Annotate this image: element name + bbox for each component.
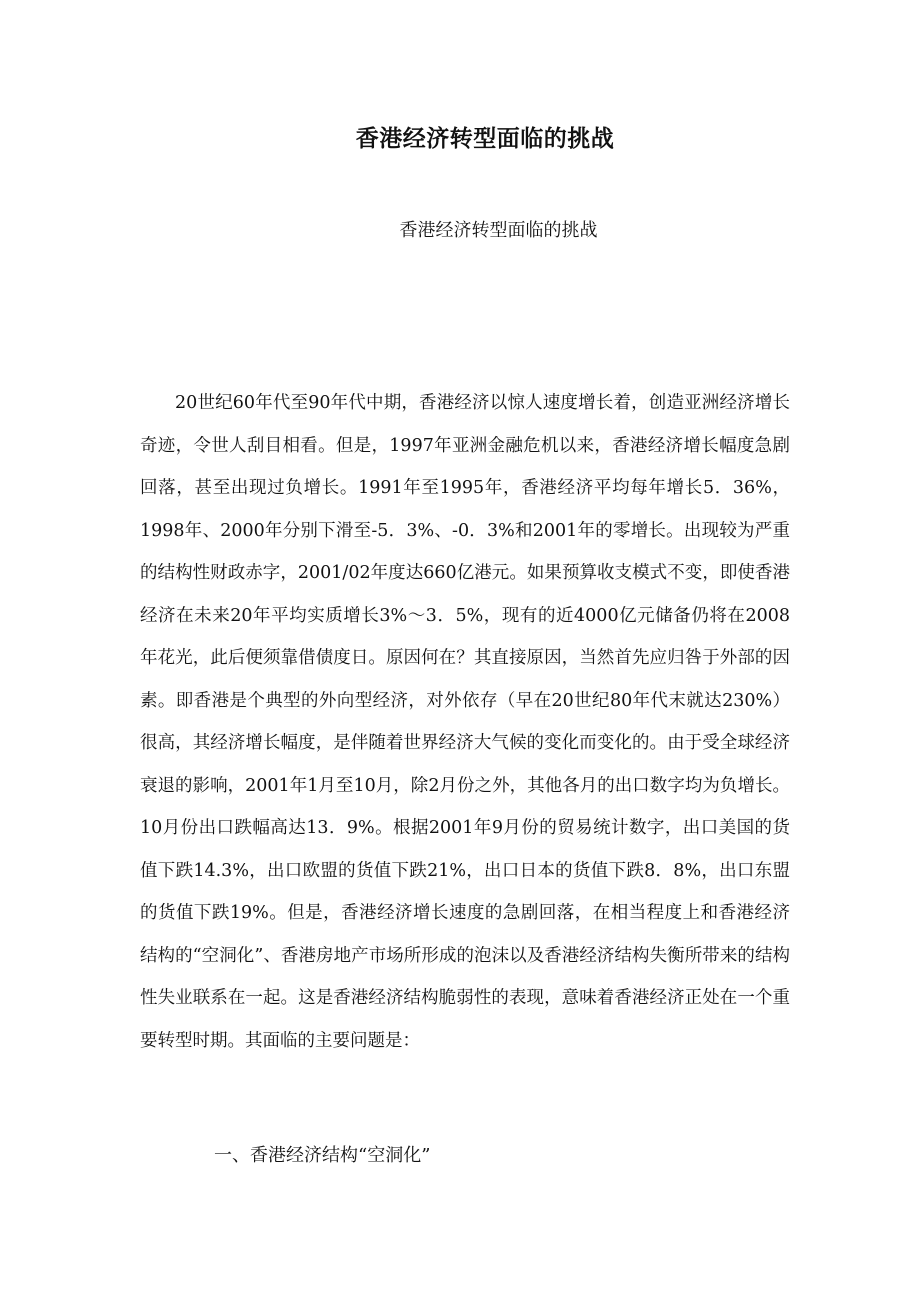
body-paragraph: 20世纪60年代至90年代中期，香港经济以惊人速度增长着，创造亚洲经济增长奇迹，令世人刮目相看。但是，1997年亚洲金融危机以来，香港经济增长幅度急剧回落，甚至出现过负增长。1991年至1995年，香港经济平均每年增长5．36%，1998年、2000年分别下滑至-5．3%、-0．3%和2001年的零增长。出现较为严重的结构性财政赤字，2001/02年度达660亿港元。如果预算收支模式不变，即使香港经济在未来20年平均实质增长3%～3．5%，现有的近4000亿元储备仍将在2008年花光，此后便须靠借债度日。原因何在？其直接原因，当然首先应归咎于外部的因素。即香港是个典型的外向型经济，对外依存（早在20世纪80年代末就达230%）很高，其经济增长幅度，是伴随着世界经济大气候的变化而变化的。由于受全球经济衰退的影响，2001年1月至10月，除2月份之外，其他各月的出口数字均为负增长。10月份出口跌幅高达13．9%。根据2001年9月份的贸易统计数字，出口美国的货值下跌14.3%，出口欧盟的货值下跌21%，出口日本的货值下跌8．8%，出口东盟的货值下跌19%。但是，香港经济增长速度的急剧回落，在相当程度上和香港经济结构的“空洞化”、香港房地产市场所形成的泡沫以及香港经济结构失衡所带来的结构性失业联系在一起。这是香港经济结构脆弱性的表现，意味着香港经济正处在一个重要转型时期。其面临的主要问题是： <box>140 393 790 1051</box>
section-heading: 一、香港经济结构“空洞化” <box>214 1145 431 1166</box>
document-subtitle: 香港经济转型面临的挑战 <box>399 220 598 241</box>
document-title: 香港经济转型面临的挑战 <box>355 125 615 152</box>
